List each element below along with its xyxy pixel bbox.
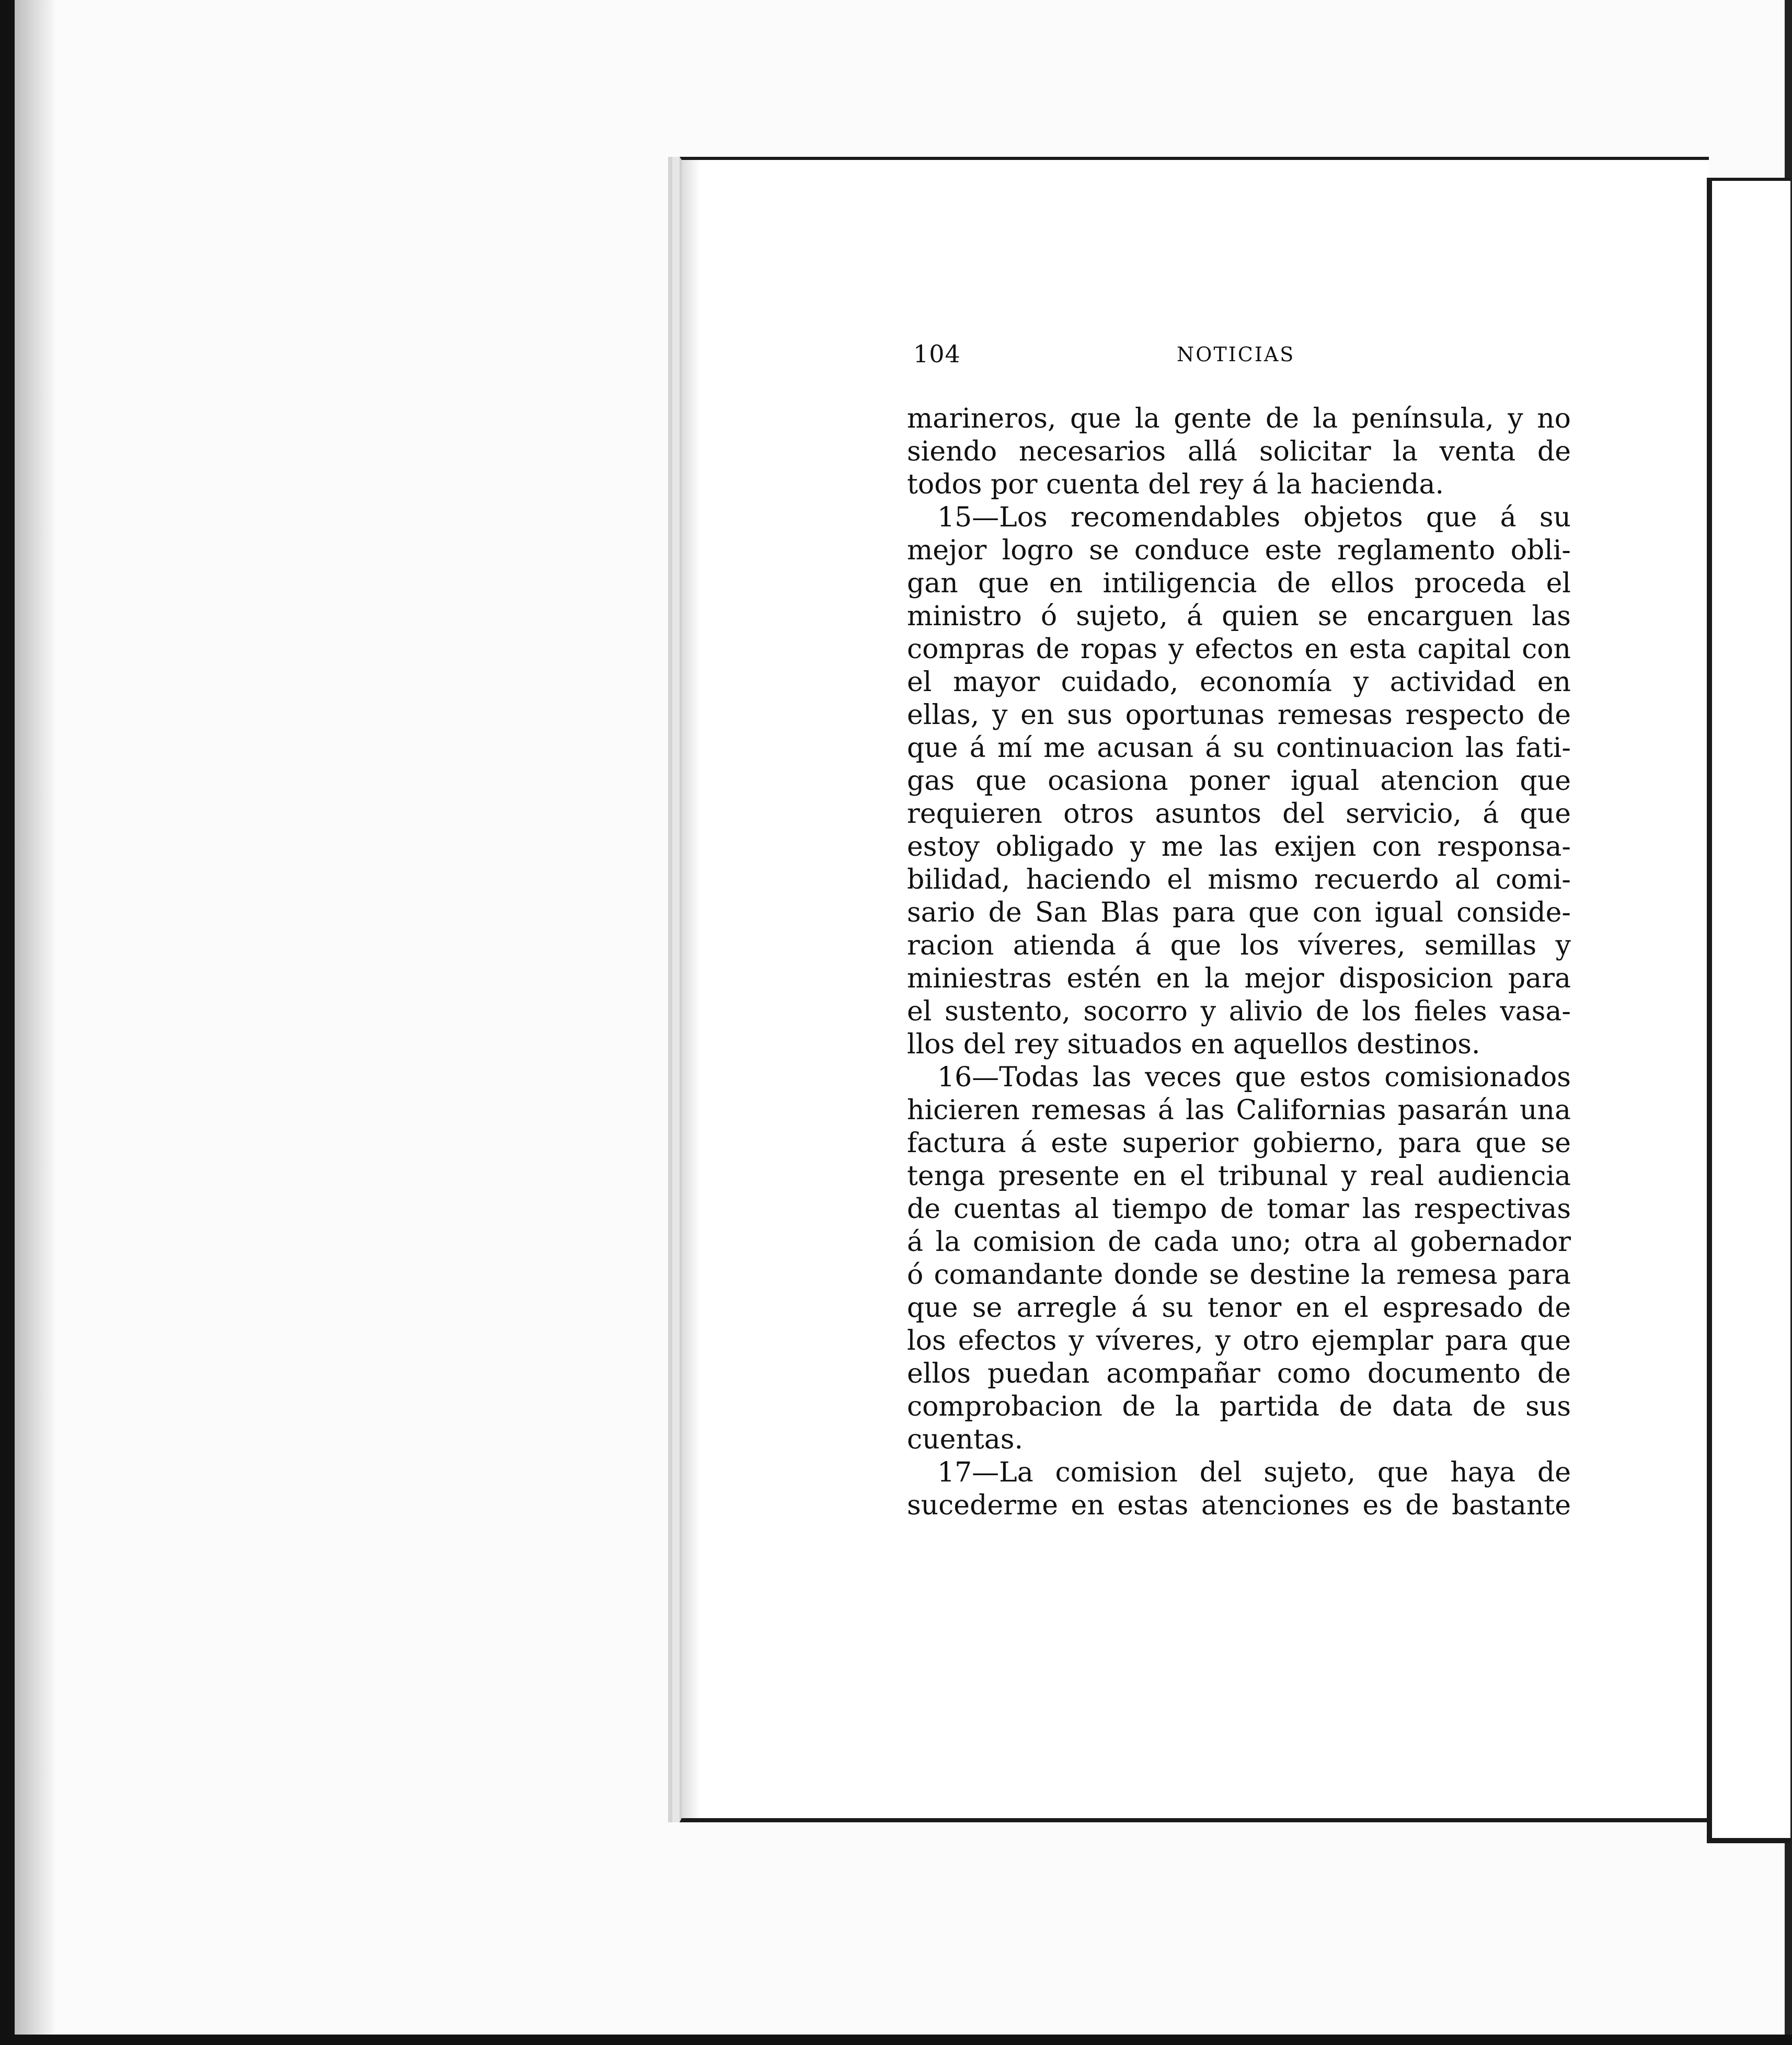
text-line: bilidad, haciendo el mismo recuerdo al comi-: [907, 864, 1571, 895]
scanner-edge-bottom: [0, 2035, 1792, 2045]
text-line: miniestras estén en la mejor disposicion para: [907, 963, 1571, 994]
text-line: gan que en intiligencia de ellos proceda el: [907, 568, 1571, 599]
text-line: todos por cuenta del rey á la hacienda.: [907, 469, 1444, 500]
text-line: mejor logro se conduce este reglamento obli-: [907, 535, 1571, 566]
scanner-shadow-left: [15, 0, 56, 2045]
text-line: de cuentas al tiempo de tomar las respectivas: [907, 1193, 1571, 1225]
text-line: estoy obligado y me las exijen con responsa-: [907, 831, 1571, 863]
text-line: tenga presente en el tribunal y real audiencia: [907, 1161, 1571, 1192]
running-title: NOTICIAS: [1177, 343, 1295, 366]
text-line: ellas, y en sus oportunas remesas respecto de: [907, 699, 1571, 731]
text-line: que á mí me acusan á su continuacion las fati-: [907, 732, 1571, 764]
page-number: 104: [913, 340, 961, 368]
next-page-edge: [1707, 178, 1790, 1843]
text-line: requieren otros asuntos del servicio, á que: [907, 798, 1571, 830]
text-line: ministro ó sujeto, á quien se encarguen las: [907, 601, 1571, 632]
text-line: comprobacion de la partida de data de sus: [907, 1391, 1571, 1422]
text-line: llos del rey situados en aquellos destinos.: [907, 1029, 1480, 1060]
text-line: 17—La comision del sujeto, que haya de: [937, 1457, 1571, 1488]
text-line: factura á este superior gobierno, para que se: [907, 1128, 1571, 1159]
text-line: que se arregle á su tenor en el espresado de: [907, 1292, 1571, 1324]
text-line: 16—Todas las veces que estos comisionados: [937, 1062, 1571, 1093]
scanner-edge-left: [0, 0, 15, 2045]
text-line: 15—Los recomendables objetos que á su: [937, 502, 1571, 533]
text-line: sario de San Blas para que con igual conside-: [907, 897, 1571, 928]
text-line: á la comision de cada uno; otra al gobernador: [907, 1226, 1571, 1258]
text-line: el mayor cuidado, economía y actividad en: [907, 667, 1571, 698]
text-line: compras de ropas y efectos en esta capital con: [907, 634, 1571, 665]
body-text: [907, 403, 1571, 1522]
running-head: [913, 340, 1567, 371]
text-line: gas que ocasiona poner igual atencion que: [907, 765, 1571, 797]
text-line: racion atienda á que los víveres, semillas y: [907, 930, 1571, 961]
text-line: ellos puedan acompañar como documento de: [907, 1358, 1571, 1389]
text-line: sucederme en estas atenciones es de bastante: [907, 1490, 1571, 1521]
text-line: los efectos y víveres, y otro ejemplar para que: [907, 1325, 1571, 1357]
text-line: marineros, que la gente de la península, y no: [907, 403, 1571, 434]
text-line: cuentas.: [907, 1424, 1023, 1455]
text-line: siendo necesarios allá solicitar la venta de: [907, 436, 1571, 467]
text-line: hicieren remesas á las Californias pasarán una: [907, 1095, 1571, 1126]
text-line: el sustento, socorro y alivio de los fieles vasa-: [907, 996, 1571, 1027]
text-line: ó comandante donde se destine la remesa para: [907, 1259, 1571, 1291]
page-gutter: [682, 160, 700, 1818]
